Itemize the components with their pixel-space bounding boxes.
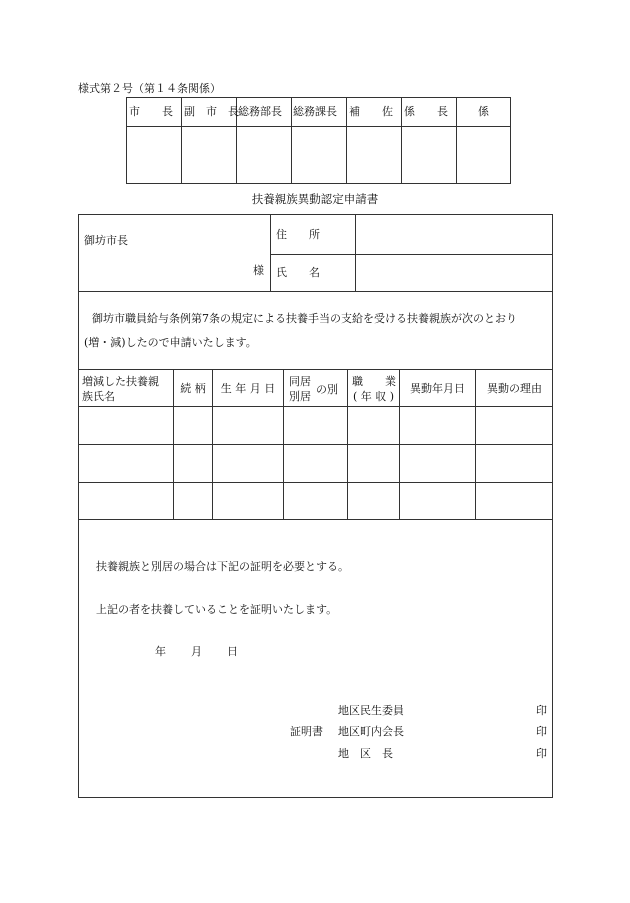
approval-col-deputy-mayor: 副 市 長: [184, 105, 239, 118]
change-reason-cell[interactable]: [476, 483, 552, 518]
birth-date-cell[interactable]: [213, 483, 282, 518]
col-dependent-name-line1: 増減した扶養親: [82, 375, 159, 388]
col-dependent-name-line2: 族氏名: [82, 390, 115, 403]
date-day-label: 日: [227, 645, 238, 658]
certificate-label: 証明書: [290, 725, 323, 738]
relationship-cell[interactable]: [174, 407, 211, 443]
approval-col-assistant: 補 佐: [349, 105, 393, 118]
stamp-cell[interactable]: [292, 127, 345, 183]
cohabit-cell[interactable]: [284, 483, 346, 518]
stamp-cell[interactable]: [457, 127, 510, 183]
change-date-cell[interactable]: [400, 483, 474, 518]
certification-text: 上記の者を扶養していることを証明いたします。: [96, 603, 338, 616]
occupation-cell[interactable]: [348, 445, 398, 481]
certification-note: 扶養親族と別居の場合は下記の証明を必要とする。: [96, 560, 349, 573]
signer-title: 地区町内会長: [338, 725, 404, 738]
relationship-cell[interactable]: [174, 483, 211, 518]
signer-title: 地区民生委員: [338, 704, 404, 717]
document-title: 扶養親族異動認定申請書: [251, 192, 379, 206]
addressee: 御坊市長: [84, 234, 128, 247]
col-cohabit-line1: 同居: [289, 375, 311, 388]
approval-col-subsection-chief: 係 長: [404, 105, 448, 118]
approval-col-general-affairs-director: 総務部長: [238, 105, 282, 118]
col-occupation-line2: ( 年 収 ): [352, 390, 395, 403]
change-reason-cell[interactable]: [476, 445, 552, 481]
col-occupation-line1: 職 業: [352, 375, 396, 388]
name-label: 氏 名: [276, 266, 320, 279]
name-field[interactable]: [357, 256, 551, 290]
occupation-cell[interactable]: [348, 483, 398, 518]
col-change-date: 異動年月日: [410, 382, 465, 395]
col-cohabit-line2: 別居: [289, 390, 311, 403]
statement-line1: 御坊市職員給与条例第7条の規定による扶養手当の支給を受ける扶養親族が次のとおり: [92, 312, 517, 325]
seal-mark: 印: [536, 704, 547, 717]
col-cohabit-distinction: の別: [316, 383, 338, 396]
col-relationship: 続 柄: [180, 382, 206, 395]
col-change-reason: 異動の理由: [487, 382, 542, 395]
seal-mark: 印: [536, 725, 547, 738]
address-label: 住 所: [276, 228, 320, 241]
stamp-cell[interactable]: [347, 127, 400, 183]
stamp-cell[interactable]: [237, 127, 290, 183]
birth-date-cell[interactable]: [213, 407, 282, 443]
dependent-name-cell[interactable]: [79, 445, 172, 481]
occupation-cell[interactable]: [348, 407, 398, 443]
honorific: 様: [253, 264, 264, 277]
date-month-label: 月: [191, 645, 202, 658]
birth-date-cell[interactable]: [213, 445, 282, 481]
stamp-cell[interactable]: [402, 127, 455, 183]
col-birth-date: 生 年 月 日: [220, 382, 276, 395]
stamp-cell[interactable]: [182, 127, 235, 183]
stamp-cell[interactable]: [127, 127, 180, 183]
approval-col-general-affairs-section-chief: 総務課長: [293, 105, 337, 118]
dependent-name-cell[interactable]: [79, 483, 172, 518]
cohabit-cell[interactable]: [284, 407, 346, 443]
statement-line2: (増・減)したので申請いたします。: [84, 336, 257, 349]
cohabit-cell[interactable]: [284, 445, 346, 481]
relationship-cell[interactable]: [174, 445, 211, 481]
approval-col-staff: 係: [478, 105, 489, 118]
change-date-cell[interactable]: [400, 407, 474, 443]
change-reason-cell[interactable]: [476, 407, 552, 443]
approval-col-mayor: 市 長: [129, 105, 173, 118]
seal-mark: 印: [536, 747, 547, 760]
dependent-name-cell[interactable]: [79, 407, 172, 443]
form-number: 様式第２号（第１４条関係）: [78, 82, 221, 95]
date-year-label: 年: [155, 645, 166, 658]
address-field[interactable]: [357, 216, 551, 253]
signer-title: 地 区 長: [338, 747, 393, 760]
change-date-cell[interactable]: [400, 445, 474, 481]
